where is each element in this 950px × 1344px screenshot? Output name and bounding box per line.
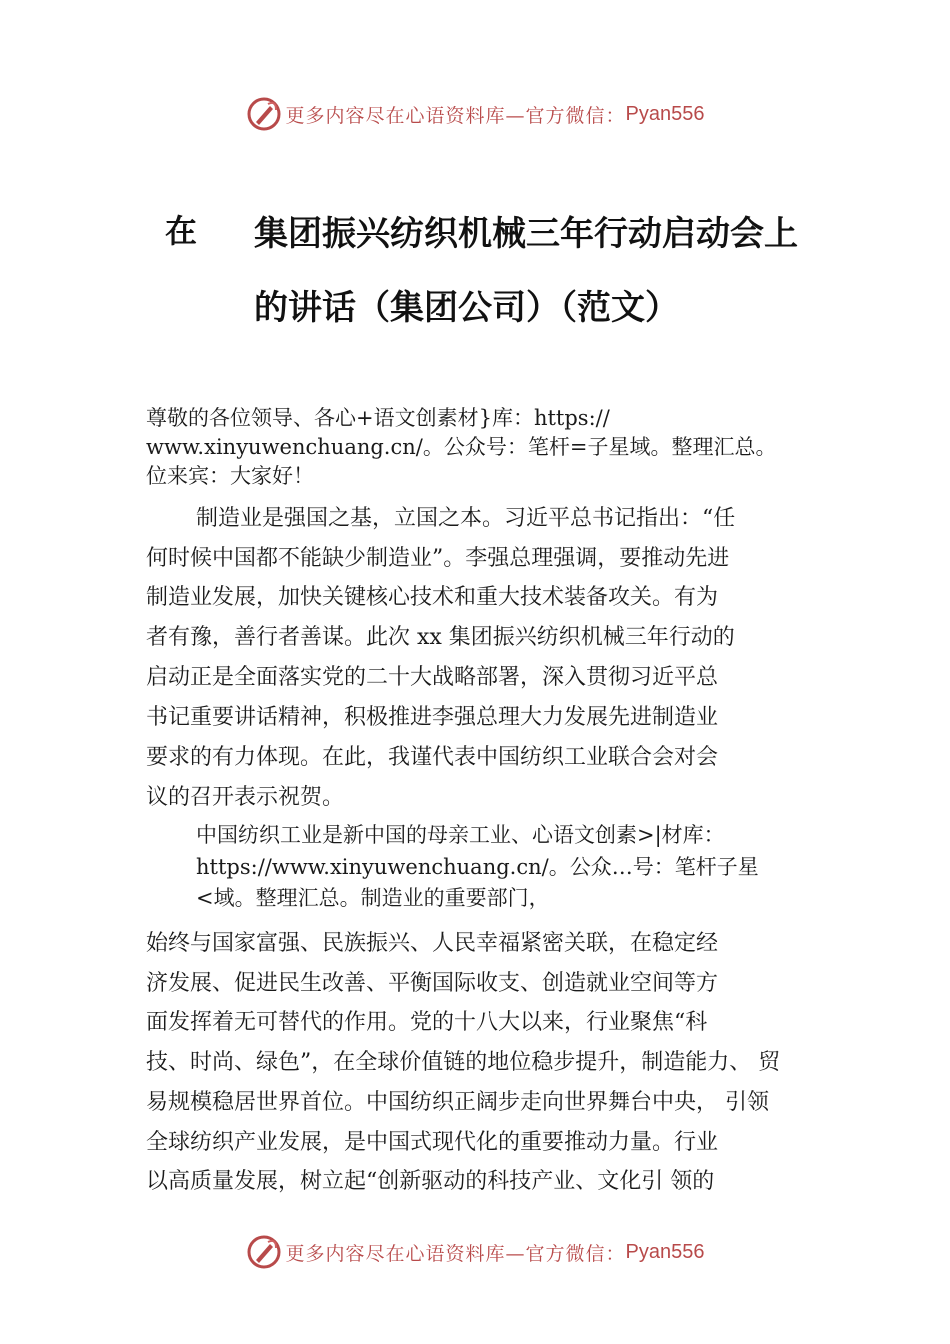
banner-text: 更多内容尽在心语资料库—官方微信： <box>285 104 626 127</box>
paragraph-line: 启动正是全面落实党的二十大战略部署，深入贯彻习近平总 <box>146 665 719 690</box>
paragraph-line: 书记重要讲话精神，积极推进李强总理大力发展先进制造业 <box>146 705 719 730</box>
paragraph-line: 中国纺织工业是新中国的母亲工业、心语文创素>|材库： <box>196 823 725 847</box>
banner-wechat-id: Pyan556 <box>625 102 705 125</box>
title-line-2: 的讲话（集团公司）（范文） <box>254 288 679 328</box>
title-prefix: 在 <box>165 212 198 250</box>
paragraph-line: 者有豫，善行者善谋。此次 xx 集团振兴纺织机械三年行动的 <box>146 625 735 650</box>
banner-wechat-id: Pyan556 <box>625 1240 705 1263</box>
pen-logo-icon <box>246 96 282 132</box>
title-line-1: 集团振兴纺织机械三年行动启动会上 <box>254 214 798 254</box>
paragraph-line: 济发展、促进民生改善、平衡国际收支、创造就业空间等方 <box>146 971 719 996</box>
footer-banner <box>0 1232 950 1272</box>
paragraph-line: 始终与国家富强、民族振兴、人民幸福紧密关联，在稳定经 <box>146 931 719 956</box>
header-banner <box>0 94 950 134</box>
paragraph-line: 何时候中国都不能缺少制造业”。李强总理强调，要推动先进 <box>146 546 730 571</box>
greeting-line: 尊敬的各位领导、各心+语文创素材}库：https:// <box>146 406 610 430</box>
paragraph-line: 易规模稳居世界首位。中国纺织正阔步走向世界舞台中央， 引领 <box>146 1090 769 1115</box>
paragraph-line: <域。整理汇总。制造业的重要部门， <box>196 886 550 910</box>
paragraph-line: 制造业是强国之基，立国之本。习近平总书记指出：“任 <box>196 506 736 531</box>
paragraph-line: 要求的有力体现。在此，我谨代表中国纺织工业联合会对会 <box>146 745 719 770</box>
paragraph-line: 面发挥着无可替代的作用。党的十八大以来，行业聚焦“科 <box>146 1010 708 1035</box>
banner-text: 更多内容尽在心语资料库—官方微信： <box>285 1242 626 1265</box>
paragraph-line: https://www.xinyuwenchuang.cn/。公众…号：笔杆子星 <box>196 855 759 879</box>
paragraph-line: 议的召开表示祝贺。 <box>146 785 345 810</box>
greeting-line: www.xinyuwenchuang.cn/。公众号：笔杆=子星域。整理汇总。 <box>146 435 777 459</box>
pen-logo-icon <box>246 1234 282 1270</box>
paragraph-line: 技、时尚、绿色”，在全球价值链的地位稳步提升，制造能力、 贸 <box>146 1050 781 1075</box>
greeting-line: 位来宾：大家好！ <box>146 464 314 488</box>
paragraph-line: 以高质量发展，树立起“创新驱动的科技产业、文化引 领的 <box>146 1169 715 1194</box>
paragraph-line: 制造业发展，加快关键核心技术和重大技术装备攻关。有为 <box>146 585 719 610</box>
paragraph-line: 全球纺织产业发展，是中国式现代化的重要推动力量。行业 <box>146 1130 719 1155</box>
